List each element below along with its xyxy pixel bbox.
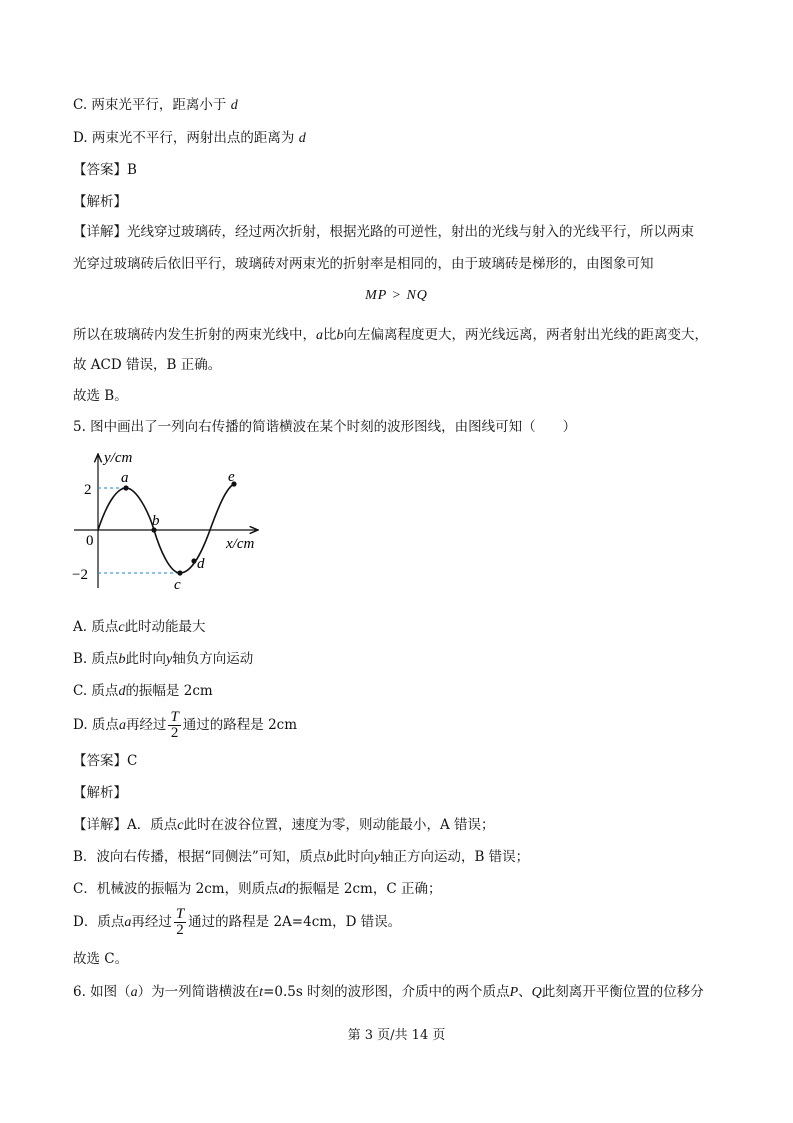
q4-detail-line4: 故 ACD 错误，B 正确。 — [73, 357, 222, 373]
label-d: d — [197, 556, 205, 572]
label-c: c — [174, 577, 181, 593]
q4-option-c: C. 两束光平行，距离小于 d — [73, 97, 238, 113]
q5-option-b: B. 质点b此时向y轴负方向运动 — [73, 651, 254, 667]
x-axis-label: x/cm — [226, 536, 255, 552]
wave-curve — [98, 484, 234, 573]
label-a: a — [121, 470, 129, 486]
q5-detail-a: 【详解】A．质点c此时在波谷位置，速度为零，则动能最小，A 错误； — [73, 817, 495, 833]
q5-detail-b: B．波向右传播，根据“同侧法”可知，质点b此时向y轴正方向运动，B 错误； — [73, 849, 530, 865]
tick-pos-label: 2 — [84, 482, 92, 498]
y-axis-label: y/cm — [104, 450, 133, 466]
label-b: b — [152, 513, 160, 529]
q5-wave-figure — [60, 448, 280, 598]
q5-stem: 5. 图中画出了一列向右传播的简谐横波在某个时刻的波形图线，由图线可知（ ） — [73, 419, 577, 435]
q5-detail-c: C．机械波的振幅为 2cm，则质点d的振幅是 2cm，C 正确； — [73, 881, 442, 897]
q5-option-a: A. 质点c此时动能最大 — [73, 619, 206, 635]
q4-answer: 【答案】B — [73, 162, 137, 178]
q4-formula: MP > NQ — [365, 288, 428, 303]
point-c — [177, 570, 182, 575]
page-footer: 第 3 页/共 14 页 — [347, 1028, 446, 1043]
label-e: e — [228, 469, 235, 485]
q6-stem: 6. 如图（a）为一列简谐横波在t=0.5s 时刻的波形图，介质中的两个质点P、Q此刻离开平衡位置的位移分 — [73, 984, 704, 1000]
origin-label: 0 — [86, 533, 94, 549]
var: d — [298, 131, 306, 146]
q4-detail-line2: 光穿过玻璃砖后依旧平行，玻璃砖对两束光的折射率是相同的，由于玻璃砖是梯形的，由图象可知 — [73, 256, 654, 272]
fraction-t-over-2: $\frac{T}{2}$ — [170, 709, 179, 741]
q5-option-d: D. 质点a再经过 $\frac{T}{2}$ 通过的路程是 2cm — [73, 709, 298, 741]
point-d — [191, 558, 196, 563]
q5-option-c: C. 质点d的振幅是 2cm — [73, 683, 213, 699]
q5-detail-d: D．质点a再经过 $\frac{T}{2}$ 通过的路程是 2A=4cm，D 错误。 — [73, 906, 402, 938]
q5-answer: 【答案】C — [73, 753, 138, 769]
tick-neg-label: −2 — [72, 567, 88, 583]
var: d — [230, 98, 238, 113]
q4-conclusion: 故选 B。 — [73, 388, 128, 404]
q5-analysis: 【解析】 — [73, 785, 127, 801]
q4-option-d: D. 两束光不平行，两射出点的距离为 d — [73, 130, 306, 146]
q4-analysis: 【解析】 — [73, 194, 127, 210]
fraction-t-over-2: $\frac{T}{2}$ — [175, 906, 185, 938]
q5-conclusion: 故选 C。 — [73, 951, 129, 967]
q4-detail-line3: 所以在玻璃砖内发生折射的两束光线中，a比b向左偏离程度更大，两光线远离，两者射出光线的距离变大， — [73, 327, 708, 343]
point-a — [123, 485, 128, 490]
q4-detail-line1: 【详解】光线穿过玻璃砖，经过两次折射，根据光路的可逆性，射出的光线与射入的光线平行，所以两束 — [73, 224, 694, 240]
